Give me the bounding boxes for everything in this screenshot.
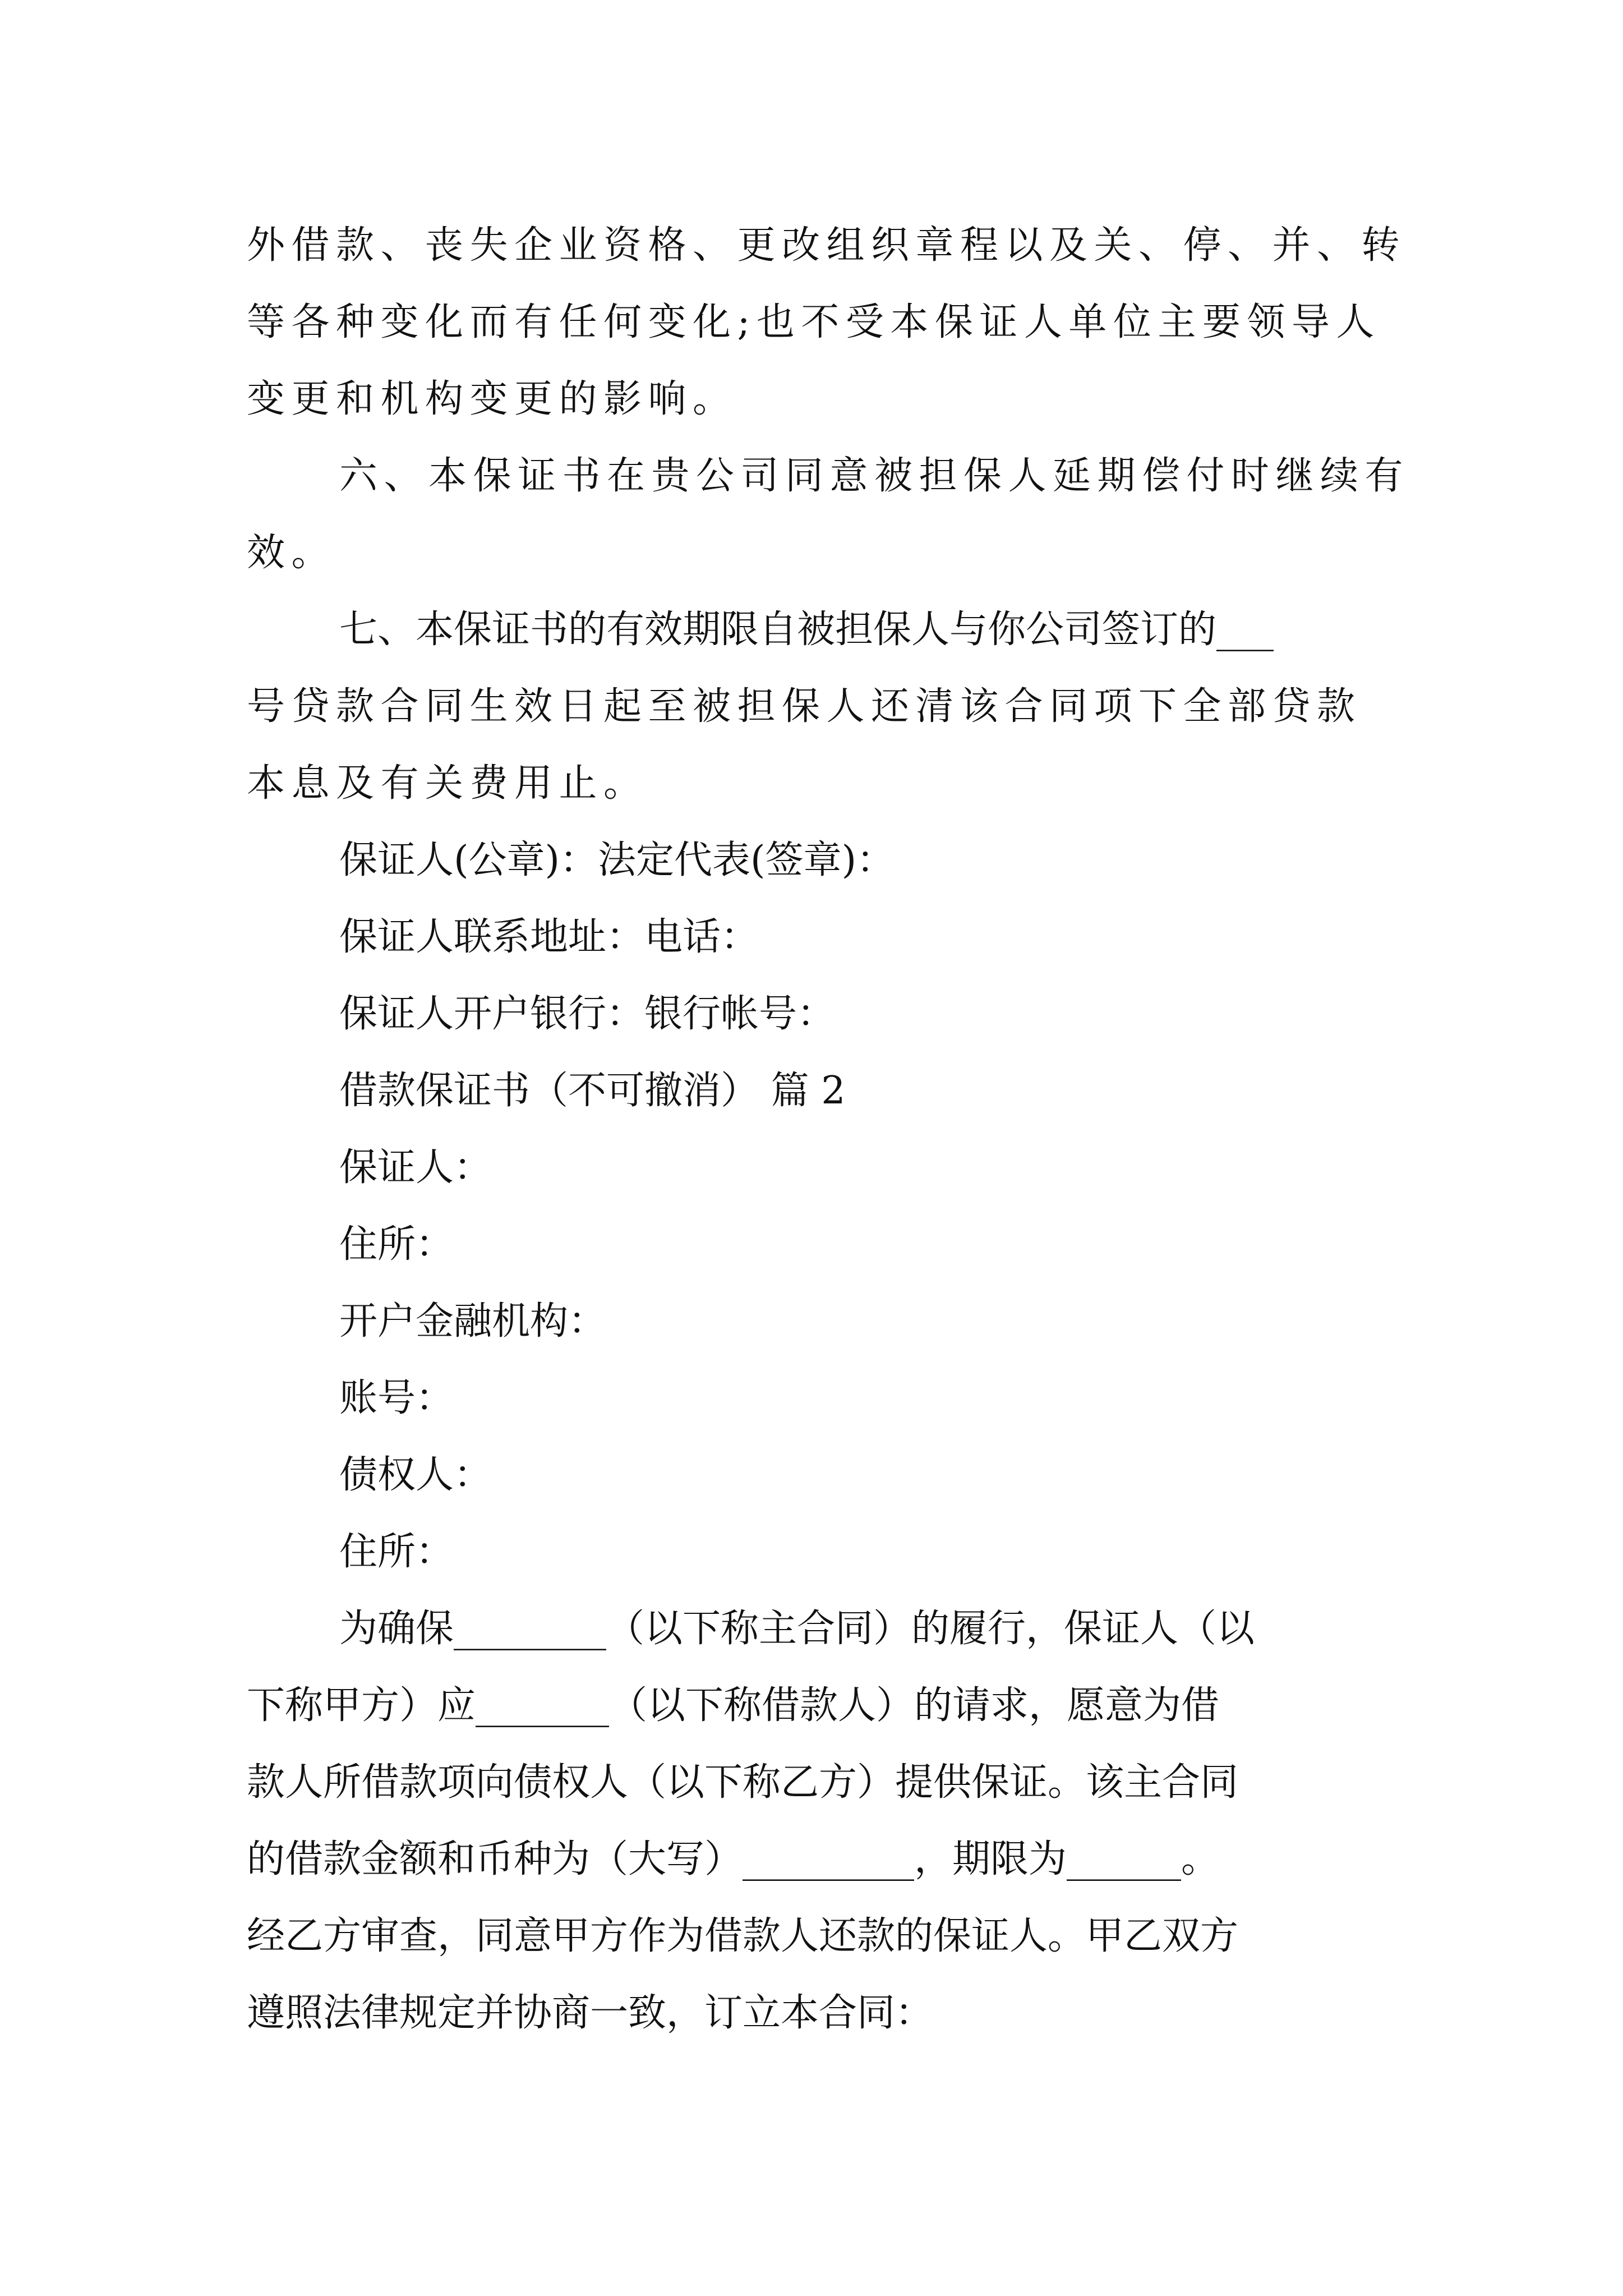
bank-line: 保证人开户银行：银行帐号： <box>339 992 836 1036</box>
paragraph-line: 七、本保证书的有效期限自被担保人与你公司签订的___ <box>339 608 1274 652</box>
signature-line: 保证人(公章)：法定代表(签章)： <box>339 838 895 882</box>
contact-line: 保证人联系地址：电话： <box>339 915 759 959</box>
field-guarantor: 保证人： <box>339 1145 492 1190</box>
paragraph-line: 号贷款合同生效日起至被担保人还清该合同项下全部贷款 <box>247 684 1362 729</box>
paragraph-line: 等各种变化而有任何变化;也不受本保证人单位主要领导人 <box>247 300 1381 344</box>
paragraph-line: 的借款金额和币种为（大写）_________，期限为______。 <box>247 1837 1220 1881</box>
paragraph-line: 下称甲方）应_______（以下称借款人）的请求，愿意为借 <box>247 1683 1220 1728</box>
paragraph-line: 效。 <box>247 531 336 575</box>
field-creditor: 债权人： <box>339 1453 492 1497</box>
field-address: 住所： <box>339 1530 454 1574</box>
paragraph-line: 变更和机构变更的影响。 <box>247 377 737 421</box>
paragraph-line: 为确保________（以下称主合同）的履行，保证人（以 <box>339 1607 1255 1651</box>
field-account: 账号： <box>339 1376 454 1420</box>
section-heading: 借款保证书（不可撤消） 篇 2 <box>339 1069 846 1113</box>
paragraph-line: 六、本保证书在贵公司同意被担保人延期偿付时继续有 <box>339 454 1410 498</box>
paragraph-line: 遵照法律规定并协商一致，订立本合同： <box>247 1991 934 2035</box>
paragraph-line: 经乙方审查，同意甲方作为借款人还款的保证人。甲乙双方 <box>247 1914 1239 1958</box>
field-address: 住所： <box>339 1222 454 1267</box>
paragraph-line: 款人所借款项向债权人（以下称乙方）提供保证。该主合同 <box>247 1760 1239 1805</box>
paragraph-line: 外借款、丧失企业资格、更改组织章程以及关、停、并、转 <box>247 223 1407 268</box>
field-financial-institution: 开户金融机构： <box>339 1299 607 1343</box>
paragraph-line: 本息及有关费用止。 <box>247 761 648 806</box>
